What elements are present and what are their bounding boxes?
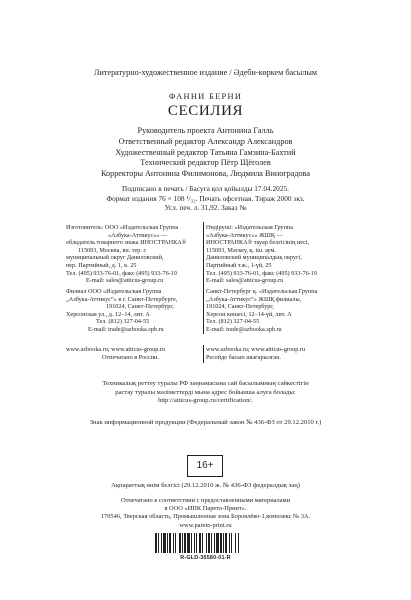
branch-line: Филиал ООО «Издательская Группа <box>66 288 162 295</box>
publisher-line: Даниловский муниципалдық округі, <box>206 254 302 262</box>
publisher-line: «Азбука-Аттикус»» — <box>108 231 168 239</box>
branch-line: „Азбука-Аттикус“» в г. Санкт-Петербурге, <box>66 295 178 303</box>
credit-line: Технический редактор Пётр Щёголев <box>140 158 271 168</box>
kz-regulation <box>0 380 411 406</box>
print-info-line: Формат издания 76 × 108 ¹/₃₂. Печать офсетная. Тираж 2000 экз. <box>106 193 305 203</box>
branch-left <box>66 288 177 334</box>
publisher-left <box>66 224 186 285</box>
age-rating-badge: 16+ <box>187 455 223 477</box>
barcode-icon <box>154 533 256 553</box>
publisher-line: Өндіруші: «Издательская Группа <box>206 224 293 231</box>
website-links: www.azbooka.ru; www.atticus-group.ru <box>206 346 306 353</box>
publisher-line: ИНОСТРАНКА® тауар белгісінің иесі, <box>206 239 310 247</box>
publisher-line: муниципальный округ Даниловский, <box>66 254 164 262</box>
branch-line: Херсон көшесі, 12–14-үй, лит. А <box>206 310 292 318</box>
regulation-line: http://atticus-group.ru/certification/. <box>158 397 253 405</box>
printer-line: 170546, Тверская область, Промышленная зона Боровлёво-1,комплекс № 3А. <box>100 513 311 521</box>
printer-line: в ООО «ИПК Парето-Принт». <box>164 505 247 513</box>
book-title: СЕСИЛИЯ <box>167 103 244 119</box>
credit-line: Ответственный редактор Александр Александров <box>118 136 293 146</box>
web-right <box>206 346 305 361</box>
info-sign: Знак информационной продукции (Федеральный закон № 436-ФЗ от 29.12.2010 г.) <box>89 419 322 426</box>
printer-info <box>0 497 411 530</box>
regulation-line: Техникалық реттеу туралы РФ заңнамасына сай басылымның сәйкестігін <box>102 380 309 387</box>
branch-line: E-mail: trade@azbooka.spb.ru <box>88 325 164 333</box>
kz-info-sign: Ақпараттық өнім белгісі (29.12.2010 ж. № 436-ФЗ федералдық заң) <box>111 482 300 489</box>
print-info-line: Усл. печ. л. 31,92. Заказ № <box>164 203 247 213</box>
branch-line: Тел. (812) 327-04-55 <box>206 318 260 326</box>
publisher-line: 115093, Мәскеу, қ. іш. аум. <box>206 246 277 254</box>
author-name: ФАННИ БЕРНИ <box>168 92 243 101</box>
credit-line: Корректоры Антонина Филимонова, Людмила Виноградова <box>100 169 311 179</box>
branch-line: Санкт-Петербург қ. «Издательская Группа <box>206 288 318 295</box>
printer-line: Отпечатано в соответствии с предоставленными материалами <box>120 497 291 504</box>
publisher-line: E-mail: sales@atticus-group.ru <box>206 277 284 285</box>
publisher-line: «Азбука-Аттикус»» ЖШҚ — <box>206 231 283 239</box>
printed-in: Ресейде басып шығарылған. <box>206 353 281 361</box>
web-left <box>66 346 165 361</box>
print-info-line: Подписано в печать / Басуға қол қойылды 17.04.2025. <box>122 184 289 193</box>
printed-in: Отпечатано в России. <box>102 353 159 361</box>
print-info <box>0 184 411 213</box>
branch-line: 191024, Санкт-Петербург, <box>106 303 174 311</box>
genre-line: Литературно-художественное издание / Әдеби-көркем басылым <box>93 68 318 77</box>
publisher-line: E-mail: sales@atticus-group.ru <box>86 277 164 285</box>
publisher-line: Изготовитель: ООО «Издательская Группа <box>66 224 179 231</box>
branch-line: E-mail: trade@azbooka.spb.ru <box>206 325 282 333</box>
branch-line: 191024, Санкт-Петербург, <box>206 303 274 311</box>
credit-line: Художественный редактор Татьяна Гамзина-Бахтий <box>115 147 296 157</box>
branch-line: „Азбука-Аттикус“» ЖШҚ филиалы, <box>206 295 302 303</box>
publisher-right <box>206 224 317 285</box>
regulation-line: растау туралы мәліметтерді мына адрес бойынша алуға болады: <box>115 388 296 396</box>
publisher-line: обладатель товарного знака ИНОСТРАНКА® <box>66 239 187 247</box>
column-divider <box>203 222 204 334</box>
publisher-line: пер. Партийный, д. 1, к. 25 <box>66 261 137 269</box>
branch-line: Тел. (812) 327-04-55 <box>96 318 150 326</box>
publisher-line: Партийный т.ж., 1-үй, 25 <box>206 261 272 269</box>
branch-right <box>206 288 317 334</box>
credits-block <box>0 126 411 180</box>
branch-line: Херсонская ул., д. 12–14, лит. А <box>66 310 150 318</box>
publisher-line: Тел. (495) 933-76-01, факс (495) 933-76-19 <box>66 269 177 277</box>
credit-line: Руководитель проекта Антонина Галль <box>137 126 274 135</box>
publisher-line: Тел. (495) 933-76-01, факс (495) 933-76-19 <box>206 269 317 277</box>
barcode-label: R-GLD-36580-01-R <box>180 555 231 561</box>
website-links: www.azbooka.ru; www.atticus-group.ru <box>66 346 166 353</box>
publisher-line: 115093, Москва, вн. тер. г. <box>78 246 147 254</box>
printer-line: www.pareto-print.ru <box>179 521 232 529</box>
column-divider <box>203 345 204 363</box>
